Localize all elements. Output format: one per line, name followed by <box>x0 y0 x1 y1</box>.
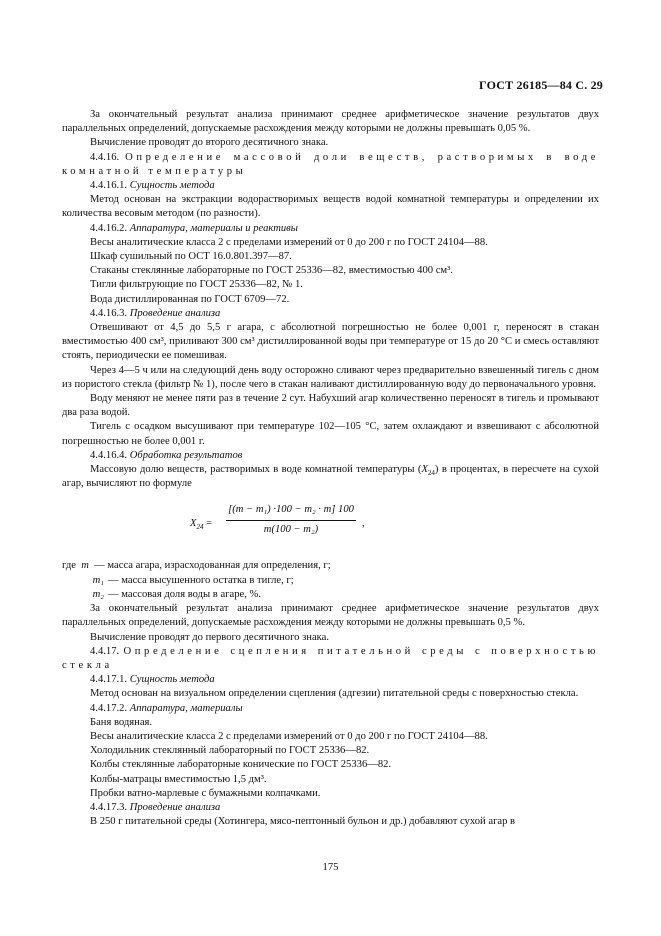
paragraph: Вычисление проводят до второго десятичного знака. <box>90 137 329 149</box>
subsection-title: Сущность метода <box>129 180 215 192</box>
paragraph: Метод основан на экстракции водорастворимых веществ водой комнатной температуры и определении их количества весовым методом (по разности). <box>62 194 599 220</box>
formula-fraction <box>226 503 356 536</box>
equipment-item: Баня водяная. <box>90 716 153 728</box>
equipment-item: Колбы-матрацы вместимостью 1,5 дм³. <box>90 773 267 785</box>
section-number: 4.4.17. <box>90 645 120 657</box>
definition-symbol: m <box>81 560 89 572</box>
paragraph: За окончательный результат анализа принимают среднее арифметическое значение результатов двух параллельных определений, допускаемые расхождения между которыми не должны превышать 0,5 %. <box>62 603 599 629</box>
subsection-heading <box>62 801 599 815</box>
where-label: где <box>62 560 76 572</box>
text-fragment: ) в процентах, в пересчете на сухой агар, вычисляют по формуле <box>62 464 599 490</box>
paragraph: Воду меняют не менее пяти раз в течение 2 сут. Набухший агар количественно переносят в тигель и промывают два раза водой. <box>62 393 599 419</box>
subsection-number: 4.4.17.1. <box>90 674 128 686</box>
subsection-heading <box>62 179 599 193</box>
formula-subscript: 24 <box>196 523 204 532</box>
subsection-title: Проведение анализа <box>129 307 221 319</box>
subsection-heading <box>62 449 599 463</box>
paragraph <box>62 463 599 491</box>
section-number: 4.4.16. <box>90 151 120 163</box>
definition-text: — масса агара, израсходованная для определения, г; <box>94 560 331 572</box>
subsection-number: 4.4.16.3. <box>90 307 128 319</box>
subsection-number: 4.4.17.3. <box>90 801 128 813</box>
equipment-item: Весы аналитические класса 2 с пределами измерений от 0 до 200 г по ГОСТ 24104—88. <box>90 236 488 248</box>
definition-text: — массовая доля воды в агаре, %. <box>108 588 261 600</box>
subsection-title: Обработка результатов <box>129 449 243 461</box>
definition-symbol: m₂ <box>92 588 104 600</box>
equipment-item: Тигли фильтрующие по ГОСТ 25336—82, № 1. <box>90 279 303 291</box>
paragraph: За окончательный результат анализа принимают среднее арифметическое значение результатов двух параллельных определений, допускаемые расхождения между которыми не должны превышать 0,05 %. <box>62 109 599 135</box>
formula-equals: = <box>206 518 213 530</box>
equipment-item: Шкаф сушильный по ОСТ 16.0.801.397—87. <box>90 251 292 263</box>
definition-symbol: m₁ <box>92 574 104 586</box>
formula-comma: , <box>362 518 365 530</box>
formula-numerator: [(m − m₁) ·100 − m₂ · m] 100 <box>226 503 356 520</box>
paragraph: Отвешивают от 4,5 до 5,5 г агара, с абсолютной погрешностью не более 0,001 г, переносят в стакан вместимостью 400 см³, приливают 300 см³ дистиллированной воды при температуре от 15 до 20 °С и смесь оставляют стоять, периодически ее помешивая. <box>62 322 599 362</box>
definition-row <box>62 588 599 602</box>
page-number: 175 <box>322 862 339 873</box>
formula-denominator: m(100 − m₂) <box>263 523 319 535</box>
subsection-heading <box>62 702 599 716</box>
equipment-item: Холодильник стеклянный лабораторный по ГОСТ 25336—82. <box>90 745 370 757</box>
variable: X <box>421 464 428 476</box>
subsection-title: Сущность метода <box>129 674 215 686</box>
formula <box>62 499 599 553</box>
definition-row <box>62 574 599 588</box>
equipment-item: Пробки ватно-марлевые с бумажными колпачками. <box>90 787 321 799</box>
variable-subscript: 24 <box>427 469 435 478</box>
section-heading <box>62 151 599 179</box>
subsection-number: 4.4.16.2. <box>90 222 128 234</box>
subsection-number: 4.4.16.1. <box>90 180 128 192</box>
subsection-heading <box>62 673 599 687</box>
subsection-number: 4.4.17.2. <box>90 702 128 714</box>
subsection-heading <box>62 222 599 236</box>
definition-text: — масса высушенного остатка в тигле, г; <box>108 574 294 586</box>
section-title: Определение массовой доли веществ, растворимых в воде комнатной температуры <box>62 151 600 177</box>
subsection-title: Аппаратура, материалы и реактивы <box>129 222 298 234</box>
equipment-item: Колбы стеклянные лабораторные конические по ГОСТ 25336—82. <box>90 759 392 771</box>
document-body <box>62 108 599 829</box>
formula-lhs <box>190 517 212 531</box>
subsection-heading <box>62 307 599 321</box>
variable-definitions <box>62 559 599 602</box>
section-heading <box>62 645 599 673</box>
subsection-number: 4.4.16.4. <box>90 449 128 461</box>
paragraph: Вычисление проводят до первого десятичного знака. <box>90 631 329 643</box>
equipment-item: Вода дистиллированная по ГОСТ 6709—72. <box>90 293 290 305</box>
page-header: ГОСТ 26185—84 С. 29 <box>479 78 603 92</box>
equipment-item: Весы аналитические класса 2 с пределами измерений от 0 до 200 г по ГОСТ 24104—88. <box>90 730 488 742</box>
definition-row <box>62 559 599 573</box>
paragraph: Через 4—5 ч или на следующий день воду осторожно сливают через предварительно взвешенный тигель с дном из пористого стекла (фильтр № 1), после чего в стакан наливают дистиллированную воду до первоначального уровня. <box>62 364 599 390</box>
subsection-title: Проведение анализа <box>129 801 221 813</box>
text-fragment: Массовую долю веществ, растворимых в воде комнатной температуры ( <box>90 464 422 476</box>
equipment-item: Стаканы стеклянные лабораторные по ГОСТ 25336—82, вместимостью 400 см³. <box>90 265 453 277</box>
formula-variable: X <box>190 518 197 530</box>
section-title: Определение сцепления питательной среды с поверхностью стекла <box>62 645 599 671</box>
subsection-title: Аппаратура, материалы <box>129 702 243 714</box>
paragraph: Метод основан на визуальном определении сцепления (адгезии) питательной среды с поверхностью стекла. <box>90 688 579 700</box>
paragraph: В 250 г питательной среды (Хотингера, мясо-пептонный бульон и др.) добавляют сухой агар в <box>90 816 516 828</box>
paragraph: Тигель с осадком высушивают при температуре 102—105 °С, затем охлаждают и взвешивают с абсолютной погрешностью не более 0,001 г. <box>62 421 599 447</box>
